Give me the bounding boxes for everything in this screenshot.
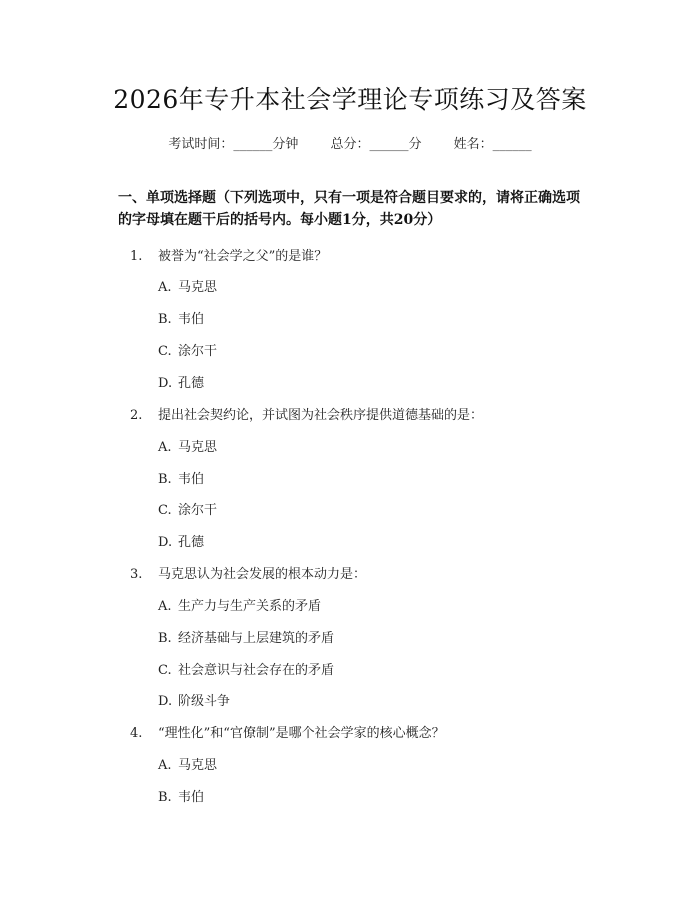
- option-item: [158, 786, 204, 805]
- option-item: [158, 308, 204, 327]
- question-text: 提出社会契约论，并试图为社会秩序提供道德基础的是：: [158, 408, 484, 423]
- option-item: [158, 659, 334, 678]
- question-3: [130, 563, 366, 582]
- option-text: 韦伯: [178, 472, 205, 487]
- option-text: 涂尔干: [178, 503, 218, 518]
- option-letter: C.: [158, 663, 172, 678]
- option-text: 韦伯: [178, 790, 205, 805]
- exam-score: 总分：______分: [330, 137, 422, 152]
- option-text: 涂尔干: [178, 344, 218, 359]
- option-letter: B.: [158, 631, 172, 646]
- option-item: [158, 531, 204, 550]
- option-text: 经济基础与上层建筑的矛盾: [178, 631, 335, 646]
- exam-meta: [0, 133, 700, 152]
- question-number: 4.: [130, 726, 143, 741]
- option-text: 阶级斗争: [178, 694, 231, 709]
- section-heading: 一、单项选择题（下列选项中，只有一项是符合题目要求的，请将正确选项的字母填在题干后的括号内。每小题1分，共20分）: [118, 190, 580, 228]
- option-letter: C.: [158, 503, 172, 518]
- exam-time: 考试时间：______分钟: [168, 137, 299, 152]
- question-text: “理性化”和“官僚制”是哪个社会学家的核心概念？: [158, 726, 445, 741]
- question-number: 2.: [130, 408, 143, 423]
- option-letter: D.: [158, 694, 173, 709]
- option-letter: A.: [158, 440, 172, 455]
- option-item: [158, 690, 230, 709]
- option-letter: D.: [158, 535, 173, 550]
- option-text: 马克思: [178, 440, 218, 455]
- option-text: 孔德: [178, 376, 205, 391]
- option-letter: A.: [158, 599, 172, 614]
- question-text: 马克思认为社会发展的根本动力是：: [158, 567, 367, 582]
- option-item: [158, 436, 217, 455]
- option-item: [158, 754, 217, 773]
- option-letter: D.: [158, 376, 173, 391]
- option-letter: B.: [158, 472, 172, 487]
- option-text: 韦伯: [178, 312, 205, 327]
- question-1: [130, 245, 327, 264]
- option-item: [158, 468, 204, 487]
- option-item: [158, 372, 204, 391]
- question-number: 3.: [130, 567, 143, 582]
- option-item: [158, 276, 217, 295]
- option-text: 马克思: [178, 280, 218, 295]
- option-letter: C.: [158, 344, 172, 359]
- option-item: [158, 595, 321, 614]
- option-letter: B.: [158, 312, 172, 327]
- question-4: [130, 722, 445, 741]
- option-item: [158, 627, 334, 646]
- question-number: 1.: [130, 249, 143, 264]
- option-item: [158, 340, 217, 359]
- option-letter: B.: [158, 790, 172, 805]
- document-title: 2026年专升本社会学理论专项练习及答案: [113, 85, 587, 114]
- option-text: 生产力与生产关系的矛盾: [178, 599, 322, 614]
- option-text: 孔德: [178, 535, 205, 550]
- option-letter: A.: [158, 280, 172, 295]
- exam-name: 姓名：______: [453, 137, 532, 152]
- option-letter: A.: [158, 758, 172, 773]
- option-text: 社会意识与社会存在的矛盾: [178, 663, 335, 678]
- question-text: 被誉为“社会学之父”的是谁？: [158, 249, 328, 264]
- option-item: [158, 499, 217, 518]
- option-text: 马克思: [178, 758, 218, 773]
- question-2: [130, 404, 483, 423]
